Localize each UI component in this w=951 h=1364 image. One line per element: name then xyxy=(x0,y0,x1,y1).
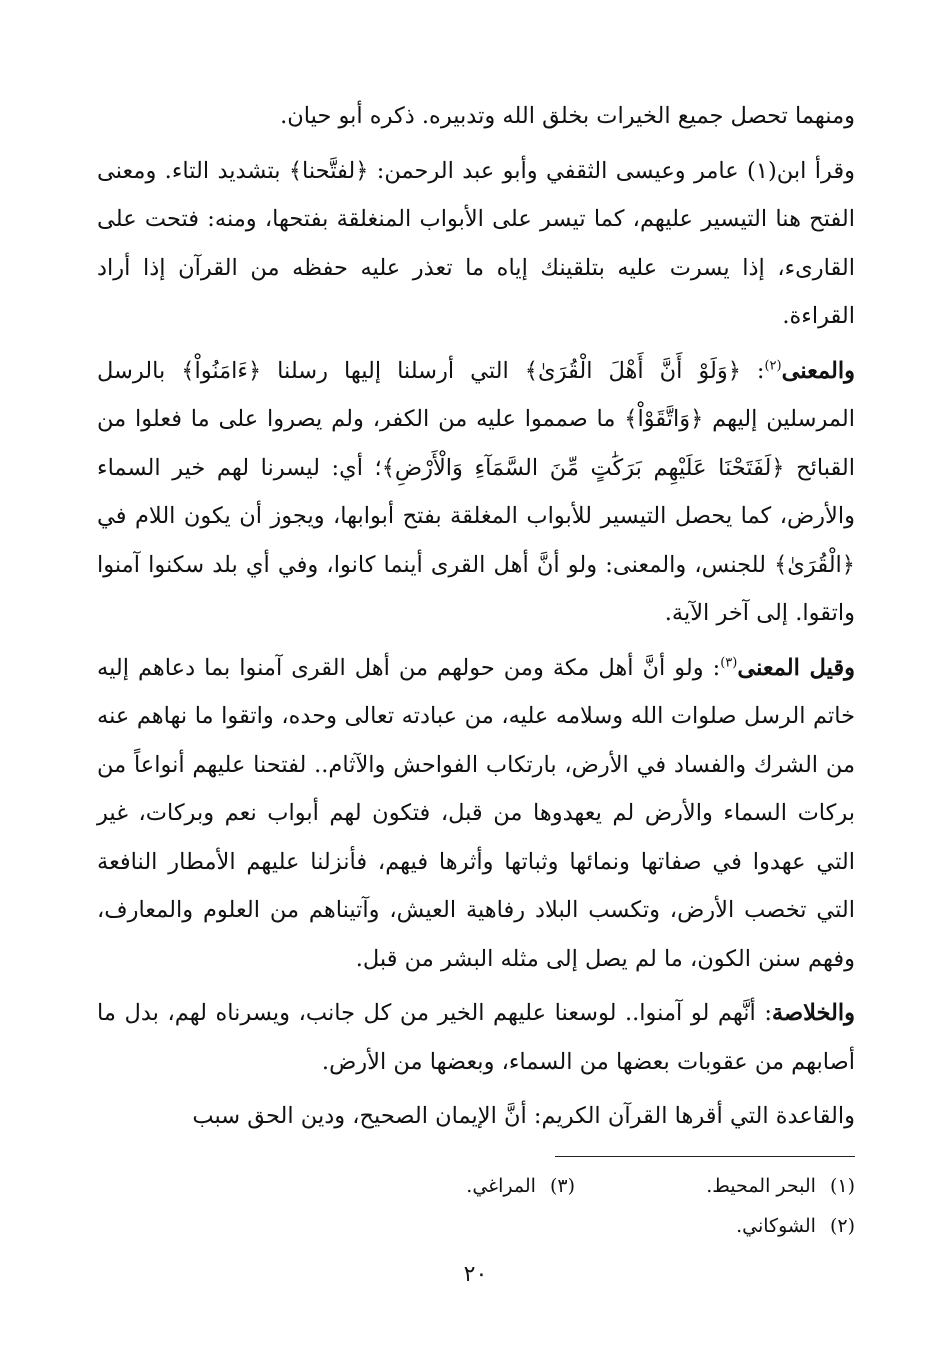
paragraph-text: : أنَّهم لو آمنوا.. لوسعنا عليهم الخير من كل جانب، ويسرناه لهم، بدل ما أصابهم من عقوبات بعضها من السماء، وبعضها من الأرض. xyxy=(97,1000,855,1075)
main-text xyxy=(97,92,855,1141)
footnote-ref: (٢) xyxy=(764,358,782,373)
footnote-text: البحر المحيط. xyxy=(706,1175,816,1197)
footnote-row xyxy=(97,1206,855,1246)
paragraph-6 xyxy=(97,1092,855,1141)
paragraph-text: ومنهما تحصل جميع الخيرات بخلق الله وتدبيره. ذكره أبو حيان. xyxy=(280,103,855,129)
lead-term: وقيل المعنى xyxy=(737,654,856,681)
footnotes xyxy=(97,1166,855,1246)
paragraph-1 xyxy=(97,92,855,141)
footnote-row xyxy=(97,1166,855,1206)
footnote-ref: (٣) xyxy=(720,655,738,670)
footnote-1 xyxy=(575,1166,855,1206)
lead-term: والمعنى xyxy=(781,357,855,384)
footnote-text: المراغي. xyxy=(466,1175,536,1197)
footnote-2 xyxy=(575,1206,855,1246)
paragraph-text: : ولو أنَّ أهل مكة ومن حولهم من أهل القرى آمنوا بما دعاهم إليه خاتم الرسل صلوات الله وسلامه عليه، من عبادته تعالى وحده، واتقوا ما نهاهم عنه من الشرك والفساد في الأرض، بارتكاب الفواحش والآثام.. لفتحنا عليهم أنواعاً من بركات السماء والأرض لم يعهدوها من قبل، فتكون لهم أبواب نعم وبركات، غير التي عهدوا في صفاتها ونمائها وثباتها وأثرها فيهم، فأنزلنا عليهم الأمطار النافعة التي تخصب الأرض، وتكسب البلاد رفاهية العيش، وآتيناهم من العلوم والمعارف، وفهم سنن الكون، ما لم يصل إلى مثله البشر من قبل. xyxy=(97,654,855,972)
paragraph-text: وقرأ ابن(١) عامر وعيسى الثقفي وأبو عبد الرحمن: ﴿لفتَّحنا﴾ بتشديد التاء. ومعنى الفتح هنا التيسير عليهم، كما تيسر على الأبواب المنغلقة بفتحها، ومنه: فتحت على القارىء، إذا يسرت عليه بتلقينك إياه ما تعذر عليه حفظه من القرآن إذا أراد القراءة. xyxy=(97,157,855,329)
footnote-number: (١) xyxy=(829,1175,855,1197)
footnote-text: الشوكاني. xyxy=(736,1215,816,1237)
footnote-divider xyxy=(555,1156,855,1157)
paragraph-5 xyxy=(97,989,855,1086)
paragraph-text: : ﴿وَلَوْ أَنَّ أَهْلَ الْقُرَىٰ﴾ التي أرسلنا إليها رسلنا ﴿ءَامَنُواْ﴾ بالرسل المرسلين إليهم ﴿وَاتَّقَوْاْ﴾ ما صمموا عليه من الكفر، ولم يصروا على ما فعلوا من القبائح ﴿لَفَتَحْنَا عَلَيْهِم بَرَكَٰتٍ مِّنَ السَّمَآءِ وَالْأَرْضِ﴾؛ أي: ليسرنا لهم خير السماء والأرض، كما يحصل التيسير للأبواب المغلقة بفتح أبوابها، ويجوز أن يكون اللام في ﴿الْقُرَىٰ﴾ للجنس، والمعنى: ولو أنَّ أهل القرى أينما كانوا، وفي أي بلد سكنوا آمنوا واتقوا. إلى آخر الآية. xyxy=(97,357,855,626)
footnote-3 xyxy=(295,1166,575,1206)
paragraph-4 xyxy=(97,644,855,984)
footnote-number: (٢) xyxy=(829,1215,855,1237)
page-number: ٢٠ xyxy=(463,1262,488,1287)
paragraph-3 xyxy=(97,347,855,638)
footnote-number: (٣) xyxy=(549,1175,575,1197)
paragraph-text: والقاعدة التي أقرها القرآن الكريم: أنَّ الإيمان الصحيح، ودين الحق سبب xyxy=(192,1103,855,1129)
paragraph-2 xyxy=(97,147,855,341)
lead-term: والخلاصة xyxy=(771,1000,855,1026)
